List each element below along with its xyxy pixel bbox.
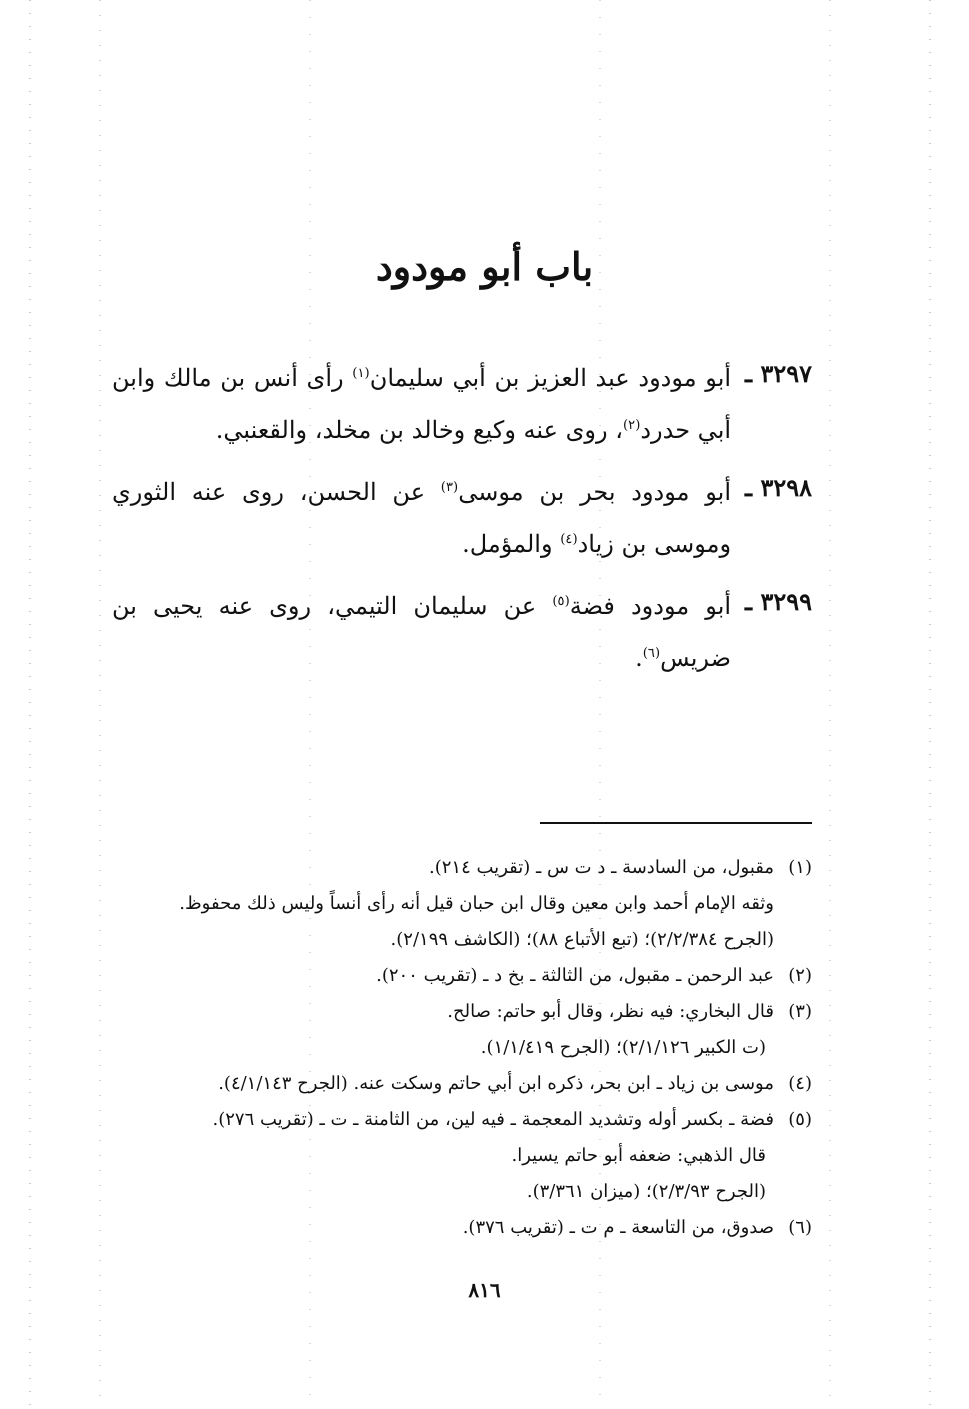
footnote-number: (٥) bbox=[788, 1109, 812, 1130]
footnote-item bbox=[135, 994, 812, 1066]
footnotes-section bbox=[135, 850, 812, 1246]
entry-number: ٣٢٩٧ ـ bbox=[745, 359, 812, 388]
footnote-item bbox=[135, 1102, 812, 1210]
footnote-ref: (١) bbox=[352, 366, 370, 381]
entry-text bbox=[112, 350, 731, 454]
entry-text-mid: عن الحسن، روى عنه الثوري وموسى بن زياد bbox=[112, 478, 732, 558]
entry-list bbox=[112, 350, 812, 692]
footnote-text bbox=[135, 850, 774, 958]
footnote-line: عبد الرحمن ـ مقبول، من الثالثة ـ بخ د ـ (تقريب ٢٠٠). bbox=[376, 965, 774, 986]
page-number: ٨١٦ bbox=[468, 1278, 501, 1302]
footnote-line: (ت الكبير ٢/١/١٢٦)؛ (الجرح ١/١/٤١٩). bbox=[480, 1037, 766, 1058]
footnote-text bbox=[135, 1066, 774, 1102]
chapter-heading: باب أبو مودود bbox=[375, 244, 594, 289]
entry-text-start: أبو مودود عبد العزيز بن أبي سليمان bbox=[369, 364, 732, 392]
entry-item bbox=[112, 464, 812, 568]
entry-text-mid: رأى أنس بن مالك وابن أبي حدرد bbox=[112, 364, 732, 444]
entry-text-start: أبو مودود فضة bbox=[569, 592, 732, 620]
footnote-text bbox=[135, 958, 774, 994]
footnote-ref: (٣) bbox=[440, 480, 459, 495]
footnote-line: قال الذهبي: ضعفه أبو حاتم يسيرا. bbox=[511, 1145, 766, 1166]
footnote-line: مقبول، من السادسة ـ د ت س ـ (تقريب ٢١٤). bbox=[429, 857, 774, 878]
entry-number: ٣٢٩٩ ـ bbox=[745, 587, 812, 616]
footnote-line: وثقه الإمام أحمد وابن معين وقال ابن حبان قيل أنه رأى أنساً وليس ذلك محفوظ. bbox=[179, 893, 774, 914]
footnote-item bbox=[135, 1066, 812, 1102]
footnote-number: (١) bbox=[788, 857, 812, 878]
footnote-item bbox=[135, 850, 812, 958]
footnote-ref: (٤) bbox=[560, 532, 578, 547]
footnote-text bbox=[135, 1210, 774, 1246]
footnote-line: (الجرح ٢/٣/٩٣)؛ (ميزان ٣/٣٦١). bbox=[526, 1181, 766, 1202]
entry-text-end: والمؤمل. bbox=[462, 530, 561, 558]
footnote-line: صدوق، من التاسعة ـ م ت ـ (تقريب ٣٧٦). bbox=[462, 1217, 774, 1238]
entry-text bbox=[112, 578, 731, 682]
footnote-text bbox=[135, 994, 774, 1066]
footnote-line: قال البخاري: فيه نظر، وقال أبو حاتم: صالح. bbox=[447, 1001, 774, 1022]
footnote-ref: (٢) bbox=[622, 418, 641, 433]
footnote-item bbox=[135, 958, 812, 994]
entry-text-end: . bbox=[635, 644, 643, 672]
entry-text-start: أبو مودود بحر بن موسى bbox=[458, 478, 732, 506]
footnote-ref: (٥) bbox=[552, 594, 570, 609]
entry-text-mid: عن سليمان التيمي، روى عنه يحيى بن ضريس bbox=[112, 592, 732, 672]
entry-text-end: ، روى عنه وكيع وخالد بن مخلد، والقعنبي. bbox=[215, 416, 623, 444]
entry-item bbox=[112, 578, 812, 682]
footnote-line: فضة ـ بكسر أوله وتشديد المعجمة ـ فيه لين، من الثامنة ـ ت ـ (تقريب ٢٧٦). bbox=[212, 1109, 774, 1130]
footnote-line: (الجرح ٢/٢/٣٨٤)؛ (تبع الأتباع ٨٨)؛ (الكاشف ٢/١٩٩). bbox=[390, 929, 774, 950]
footnote-number: (٦) bbox=[788, 1217, 812, 1238]
footnote-separator bbox=[540, 822, 812, 824]
footnote-number: (٣) bbox=[788, 1001, 812, 1022]
entry-number: ٣٢٩٨ ـ bbox=[745, 473, 812, 502]
entry-item bbox=[112, 350, 812, 454]
footnote-item bbox=[135, 1210, 812, 1246]
footnote-number: (٢) bbox=[788, 965, 812, 986]
footnote-text bbox=[135, 1102, 774, 1210]
footnote-number: (٤) bbox=[788, 1073, 812, 1094]
footnote-ref: (٦) bbox=[642, 646, 661, 661]
entry-text bbox=[112, 464, 731, 568]
footnote-line: موسى بن زياد ـ ابن بحر، ذكره ابن أبي حاتم وسكت عنه. (الجرح ٤/١/١٤٣). bbox=[218, 1073, 774, 1094]
